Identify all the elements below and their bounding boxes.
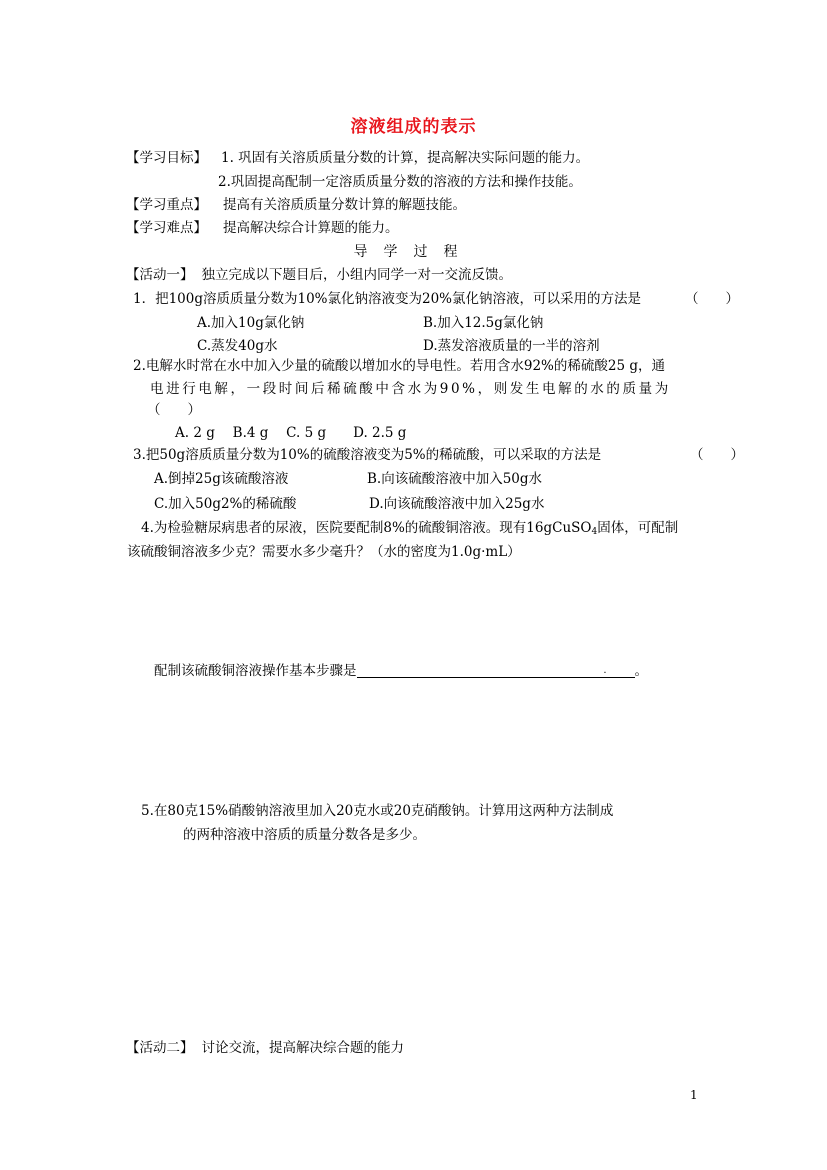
q1-option-d: D.蒸发溶液质量的一半的溶剂	[423, 338, 600, 354]
q4-subscript: 4	[591, 527, 598, 537]
focus-label: 【学习重点】	[126, 197, 207, 213]
q1-option-c: C.蒸发40g水	[197, 338, 278, 354]
activity1-line	[126, 265, 512, 285]
activity1-text: 独立完成以下题目后，小组内同学一对一交流反馈。	[201, 267, 512, 283]
q3-option-b: B.向该硫酸溶液中加入50g水	[367, 471, 543, 487]
q1-answer-paren: （ ）	[685, 291, 739, 307]
q4-line-1	[141, 518, 678, 542]
q4-blank-dot: .	[603, 665, 607, 676]
q3-answer-paren: （ ）	[690, 447, 744, 463]
difficulty-line	[126, 218, 399, 238]
q5-line-1: 5.在80克15%硝酸钠溶液里加入20克水或20克硝酸钠。计算用这两种方法制成	[141, 803, 614, 819]
q2-line-2: 电进行电解，一段时间后稀硫酸中含水为90%，则发生电解的水的质量为	[150, 381, 671, 397]
activity2-label: 【活动二】	[126, 1040, 194, 1056]
activity2-text: 讨论交流，提高解决综合题的能力	[201, 1040, 404, 1056]
q1-stem: 1．把100g溶质质量分数为10%氯化钠溶液变为20%氯化钠溶液，可以采用的方法是	[133, 291, 642, 307]
q5-line-2: 的两种溶液中溶质的质量分数各是多少。	[183, 827, 426, 843]
q1-option-b: B.加入12.5g氯化钠	[423, 315, 544, 331]
q4-line-2: 该硫酸铜溶液多少克？需要水多少毫升？（水的密度为1.0g·mL）	[127, 544, 521, 560]
objective-item-1: 1. 巩固有关溶质质量分数的计算，提高解决实际问题的能力。	[221, 150, 590, 166]
q3-option-a: A.倒掉25g该硫酸溶液	[154, 471, 289, 487]
q4-steps-answer-blank[interactable]	[357, 662, 635, 678]
difficulty-label: 【学习难点】	[126, 220, 207, 236]
guide-heading: 导学过程	[353, 244, 474, 260]
difficulty-text: 提高解决综合计算题的能力。	[223, 220, 399, 236]
activity1-label: 【活动一】	[126, 267, 194, 283]
q4-steps-label: 配制该硫酸铜溶液操作基本步骤是	[154, 663, 357, 679]
q4-line-1-tail: 固体，可配制	[597, 520, 679, 536]
q3-stem: 3.把50g溶质质量分数为10%的硫酸溶液变为5%的稀硫酸，可以采取的方法是	[133, 447, 602, 463]
q4-steps-end: 。	[634, 663, 648, 679]
objectives-label: 【学习目标】	[126, 150, 207, 166]
page-title: 溶液组成的表示	[350, 117, 477, 137]
q3-option-c: C.加入50g2%的稀硫酸	[154, 496, 297, 512]
focus-text: 提高有关溶质质量分数计算的解题技能。	[223, 197, 466, 213]
q4-steps-line	[154, 661, 648, 681]
q3-option-d: D.向该硫酸溶液中加入25g水	[369, 496, 545, 512]
focus-line	[126, 195, 466, 215]
activity2-line	[126, 1038, 404, 1058]
objectives-line-1	[126, 148, 589, 168]
q4-line-1-text: 4.为检验糖尿病患者的尿液，医院要配制8%的硫酸铜溶液。现有16gCuSO	[141, 520, 592, 536]
q1-option-a: A.加入10g氯化钠	[197, 315, 305, 331]
q2-options: A. 2 g B.4 g C. 5 g D. 2.5 g	[175, 425, 407, 441]
page-number: 1	[690, 1088, 698, 1102]
objective-item-2: 2.巩固提高配制一定溶质质量分数的溶液的方法和操作技能。	[218, 174, 582, 190]
q2-answer-paren: （ ）	[147, 402, 201, 418]
q2-line-1: 2.电解水时常在水中加入少量的硫酸以增加水的导电性。若用含水92%的稀硫酸25 g，通	[133, 358, 665, 374]
